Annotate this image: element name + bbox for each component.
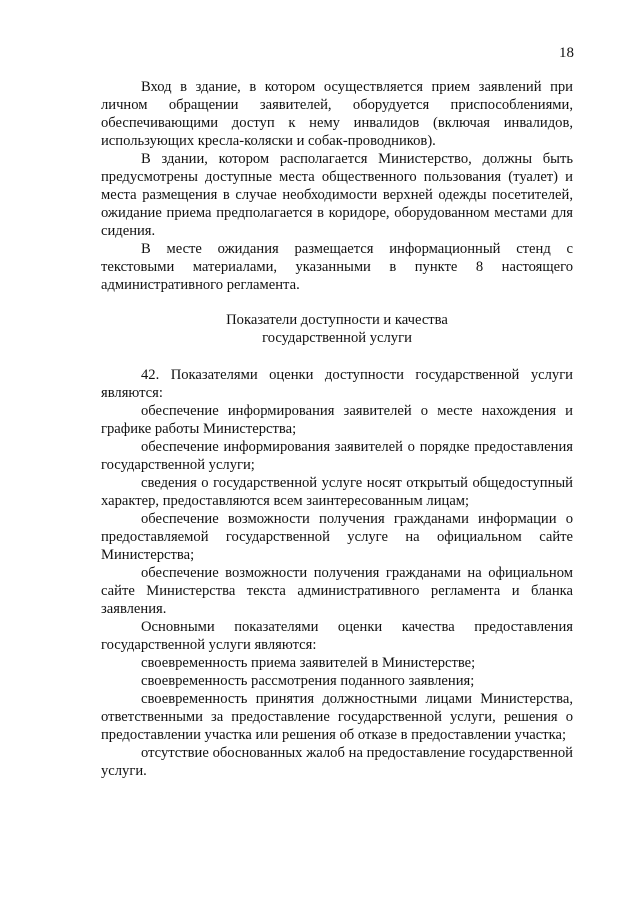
accessibility-item: сведения о государственной услуге носят открытый общедоступный характер, предоставляются всем заинтересованным лицам; — [101, 475, 573, 509]
paragraph-building-entrance: Вход в здание, в котором осуществляется прием заявлений при личном обращении заявителей, оборудуется приспособлениями, обеспечивающими доступ к нему инвалидов (включая инвалидов, использующих кресла-коляски и собак-проводников). — [101, 79, 573, 149]
accessibility-item: обеспечение возможности получения гражданами на официальном сайте Министерства текста административного регламента и бланка заявления. — [101, 565, 573, 617]
accessibility-item: обеспечение возможности получения гражданами информации о предоставляемой государственной услуге на официальном сайте Министерства; — [101, 511, 573, 563]
accessibility-item: обеспечение информирования заявителей о порядке предоставления государственной услуги; — [101, 439, 573, 473]
quality-item: отсутствие обоснованных жалоб на предоставление государственной услуги. — [101, 745, 573, 779]
section-heading — [101, 311, 573, 347]
paragraph-public-facilities: В здании, котором располагается Министерство, должны быть предусмотрены доступные места общественного пользования (туалет) и места размещения в случае необходимости верхней одежды посетителей, ожидание приема предполагается в коридоре, оборудованном местами для сидения. — [101, 151, 573, 239]
quality-lead: Основными показателями оценки качества предоставления государственной услуги являются: — [101, 619, 573, 653]
document-body — [101, 78, 573, 780]
quality-item: своевременность приема заявителей в Министерстве; — [141, 655, 476, 671]
quality-item: своевременность принятия должностными лицами Министерства, ответственными за предоставление государственной услуги, решения о предоставлении участка или решения об отказе в предоставлении участка; — [101, 691, 573, 743]
quality-item: своевременность рассмотрения поданного заявления; — [141, 673, 475, 689]
accessibility-item: обеспечение информирования заявителей о месте нахождения и графике работы Министерства; — [101, 403, 573, 437]
paragraph-info-stand: В месте ожидания размещается информационный стенд с текстовыми материалами, указанными в пункте 8 настоящего административного регламента. — [101, 241, 573, 293]
page-number: 18 — [559, 45, 574, 61]
section-heading-line2: государственной услуги — [262, 330, 412, 346]
section-heading-line1: Показатели доступности и качества — [226, 312, 448, 328]
item-42-lead: 42. Показателями оценки доступности государственной услуги являются: — [101, 367, 573, 401]
